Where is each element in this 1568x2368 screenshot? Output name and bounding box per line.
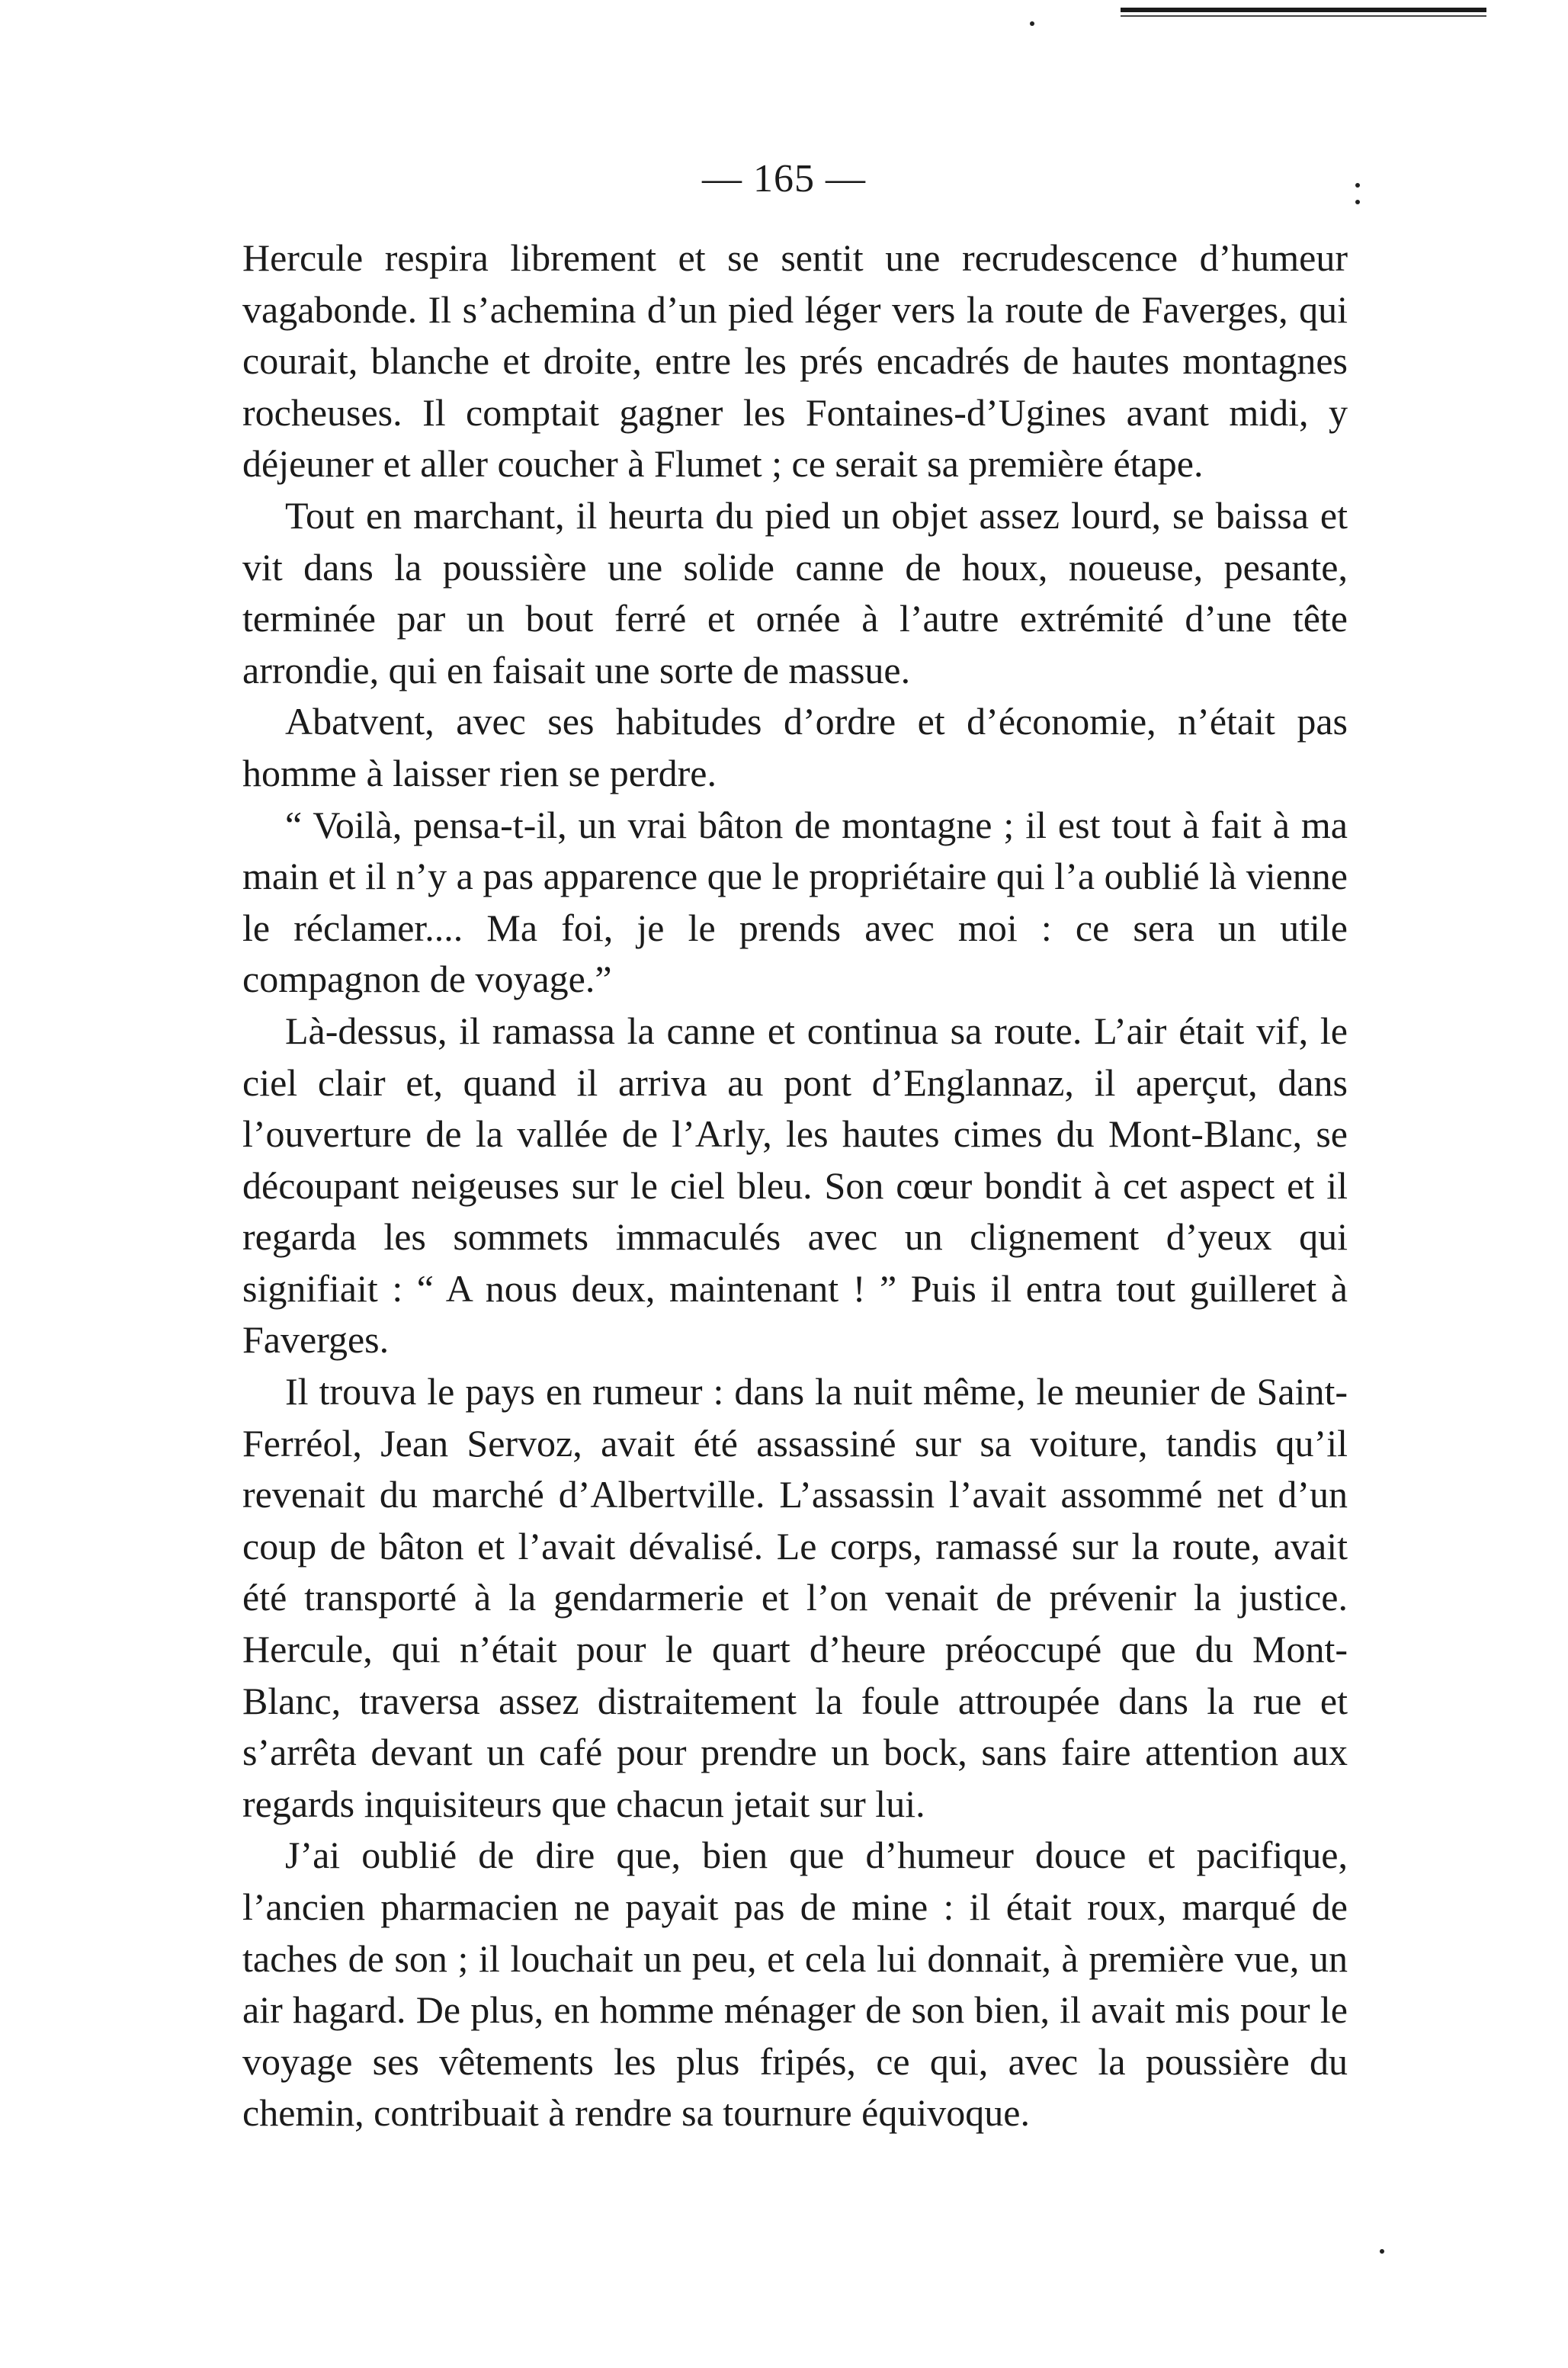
paragraph: Là-dessus, il ramassa la canne et continua sa route. L’air était vif, le ciel clair et, quand il arriva au pont d’Englannaz, il aperçut, dans l’ouverture de la vallée de l’Arly, les hautes cimes du Mont-Blanc, se découpant neigeuses sur le ciel bleu. Son cœur bondit à cet aspect et il regarda les sommets immaculés avec un clignement d’yeux qui signifiait : “ A nous deux, maintenant ! ” Puis il entra tout guilleret à Faverges.: [242, 1009, 1348, 1362]
paragraph: “ Voilà, pensa-t-il, un vrai bâton de montagne ; il est tout à fait à ma main et il n’y a pas apparence que le propriétaire qui l’a oublié là vienne le réclamer.... Ma foi, je le prends avec moi : ce sera un utile compagnon de voyage.”: [242, 803, 1348, 1001]
ink-speck: [1380, 2249, 1384, 2254]
paragraph: Tout en marchant, il heurta du pied un objet assez lourd, se baissa et vit dans la poussière une solide canne de houx, noueuse, pesante, terminée par un bout ferré et ornée à l’autre extrémité d’une tête arrondie, qui en faisait une sorte de massue.: [242, 493, 1348, 691]
paragraph: Abatvent, avec ses habitudes d’ordre et d’économie, n’était pas homme à laisser rien se perdre.: [242, 700, 1348, 794]
body-text: [242, 233, 1348, 2139]
paragraph: Hercule respira librement et se sentit une recrudescence d’humeur vagabonde. Il s’achemina d’un pied léger vers la route de Faverges, qui courait, blanche et droite, entre les prés encadrés de hautes montagnes rocheuses. Il comptait gagner les Fontaines-d’Ugines avant midi, y déjeuner et aller coucher à Flumet ; ce serait sa première étape.: [242, 236, 1348, 486]
top-border-rule-thin: [1121, 15, 1486, 17]
paragraph: Il trouva le pays en rumeur : dans la nuit même, le meunier de Saint-Ferréol, Jean Servoz, avait été assassiné sur sa voiture, tandis qu’il revenait du marché d’Albertville. L’assassin l’avait assommé net d’un coup de bâton et l’avait dévalisé. Le corps, ramassé sur la route, avait été transporté à la gendarmerie et l’on venait de prévenir la justice. Hercule, qui n’était pour le quart d’heure préoccupé que du Mont-Blanc, traversa assez distraitement la foule attroupée dans la rue et s’arrêta devant un café pour prendre un bock, sans faire attention aux regards inquisiteurs que chacun jetait sur lui.: [242, 1370, 1348, 1825]
top-border-rule: [1121, 8, 1486, 12]
page-number: — 165 —: [702, 157, 866, 201]
paragraph: J’ai oublié de dire que, bien que d’humeur douce et pacifique, l’ancien pharmacien ne payait pas de mine : il était roux, marqué de taches de son ; il louchait un peu, et cela lui donnait, à première vue, un air hagard. De plus, en homme ménager de son bien, il avait mis pour le voyage ses vêtements les plus fripés, ce qui, avec la poussière du chemin, contribuait à rendre sa tournure équivoque.: [242, 1834, 1348, 2135]
ink-speck: [1030, 21, 1034, 26]
